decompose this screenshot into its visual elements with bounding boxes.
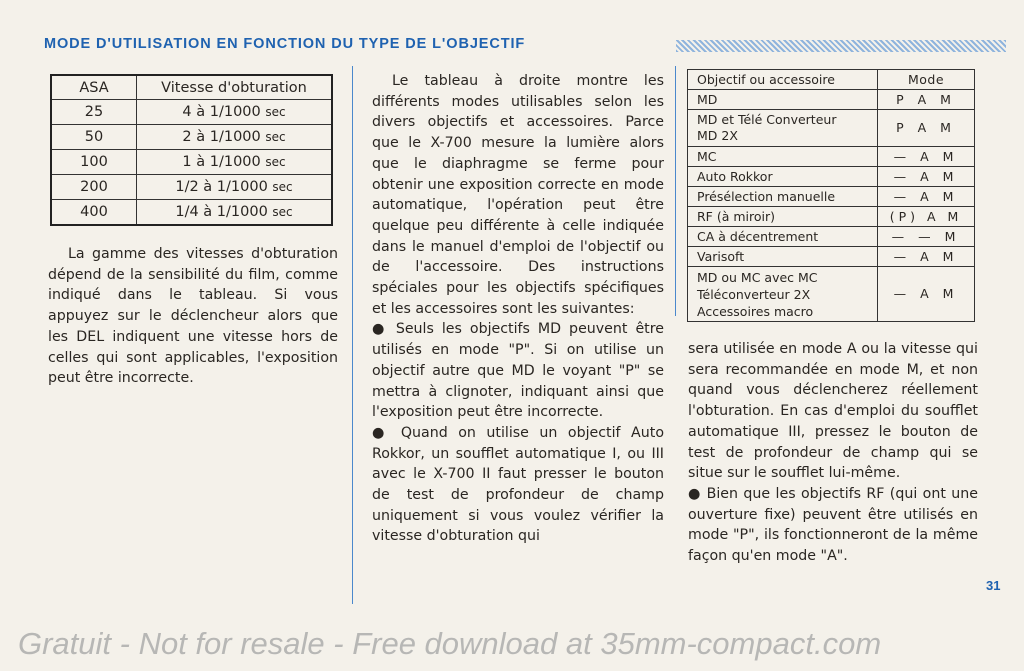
asa-speed-table xyxy=(50,74,333,226)
speed-column-header: Vitesse d'obturation xyxy=(137,75,333,100)
bullet-rf-lenses: ● Bien que les objectifs RF (qui ont une ouverture fixe) peuvent être utilisés en mode "P", ils fonctionneront de la même façon qu'en mode "A". xyxy=(688,485,978,565)
table-row xyxy=(688,90,975,110)
mode-value: (P) A M xyxy=(878,207,975,227)
table-header-row xyxy=(688,70,975,90)
asa-value: 100 xyxy=(51,150,137,175)
lens-name: CA à décentrement xyxy=(688,227,878,247)
intro-paragraph: Le tableau à droite montre les différents modes utilisables selon les divers objectifs et accessoires. Parce que le X-700 mesure la lumière alors que le diaphragme se ferme pour obtenir une exposition correcte en mode automatique, l'opération peut être quelque peu différente à celle indiquée dans le manuel d'emploi de l'objectif ou de l'accessoire. Des instructions spéciales pour les objectifs spécifiques et les accessoires sont les suivantes: xyxy=(372,73,664,317)
speed-value: 2 à 1/1000 sec xyxy=(137,125,333,150)
bullet-md-lenses: ● Seuls les objectifs MD peuvent être utilisés en mode "P". Si on utilise un objectif autre que MD le voyant "P" se mettra à clignoter, indiquant ainsi que l'exposition peut être incorrecte. xyxy=(372,321,664,421)
lens-name: MC xyxy=(688,147,878,167)
asa-column-header: ASA xyxy=(51,75,137,100)
page-number: 31 xyxy=(986,578,1001,593)
lens-name: Auto Rokkor xyxy=(688,167,878,187)
lens-name: MD ou MC avec MC Téléconverteur 2X Accessoires macro xyxy=(688,267,878,322)
table-row xyxy=(688,147,975,167)
lens-name: Varisoft xyxy=(688,247,878,267)
middle-column-text xyxy=(372,71,664,547)
lens-name: MD et Télé Converteur MD 2X xyxy=(688,110,878,147)
mode-value: — A M xyxy=(878,147,975,167)
lens-column-header: Objectif ou accessoire xyxy=(688,70,878,90)
table-row xyxy=(688,167,975,187)
mode-value: — A M xyxy=(878,167,975,187)
right-column-text xyxy=(688,339,978,567)
table-row xyxy=(51,125,332,150)
watermark-text: Gratuit - Not for resale - Free download at 35mm-compact.com xyxy=(18,626,882,661)
page-title: MODE D'UTILISATION EN FONCTION DU TYPE DE L'OBJECTIF xyxy=(44,36,526,52)
table-row xyxy=(688,247,975,267)
speed-value: 1/4 à 1/1000 sec xyxy=(137,200,333,226)
table-row xyxy=(688,110,975,147)
mode-column-header: Mode xyxy=(878,70,975,90)
table-row xyxy=(688,267,975,322)
lens-name: MD xyxy=(688,90,878,110)
continuation-paragraph: sera utilisée en mode A ou la vitesse qui sera recommandée en mode M, et non quand vous déclencherez réellement l'obturation. En cas d'emploi du soufflet automatique III, pressez le bouton de test de profondeur de champ qui se situe sur le soufflet lui-même. xyxy=(688,341,978,482)
asa-value: 200 xyxy=(51,175,137,200)
table-row xyxy=(688,187,975,207)
column-divider-right xyxy=(675,66,676,316)
table-row xyxy=(688,207,975,227)
table-row xyxy=(688,227,975,247)
bullet-auto-rokkor: ● Quand on utilise un objectif Auto Rokkor, un soufflet automatique I, ou III avec le X-700 II faut presser le bouton de test de profondeur de champ uniquement si vous voulez vérifier la vitesse d'obturation qui xyxy=(372,424,664,545)
speed-value: 1 à 1/1000 sec xyxy=(137,150,333,175)
mode-value: — A M xyxy=(878,267,975,322)
lens-mode-table xyxy=(687,69,975,322)
mode-value: — A M xyxy=(878,247,975,267)
speed-value: 1/2 à 1/1000 sec xyxy=(137,175,333,200)
header-hatch-bar xyxy=(676,40,1006,52)
column-divider-left xyxy=(352,66,353,604)
lens-name: RF (à miroir) xyxy=(688,207,878,227)
table-row xyxy=(51,100,332,125)
asa-value: 400 xyxy=(51,200,137,226)
mode-value: P A M xyxy=(878,90,975,110)
mode-value: — — M xyxy=(878,227,975,247)
lens-name: Présélection manuelle xyxy=(688,187,878,207)
table-header-row xyxy=(51,75,332,100)
asa-value: 50 xyxy=(51,125,137,150)
mode-value: — A M xyxy=(878,187,975,207)
table-row xyxy=(51,175,332,200)
speed-value: 4 à 1/1000 sec xyxy=(137,100,333,125)
mode-value: P A M xyxy=(878,110,975,147)
table-row xyxy=(51,200,332,226)
left-paragraph: La gamme des vitesses d'obturation dépend de la sensibilité du film, comme indiqué dans le tableau. Si vous appuyez sur le déclencheur alors que les DEL indiquent une vitesse hors de celles qui sont applicables, l'exposition peut être incorrecte. xyxy=(48,246,338,387)
asa-value: 25 xyxy=(51,100,137,125)
table-row xyxy=(51,150,332,175)
